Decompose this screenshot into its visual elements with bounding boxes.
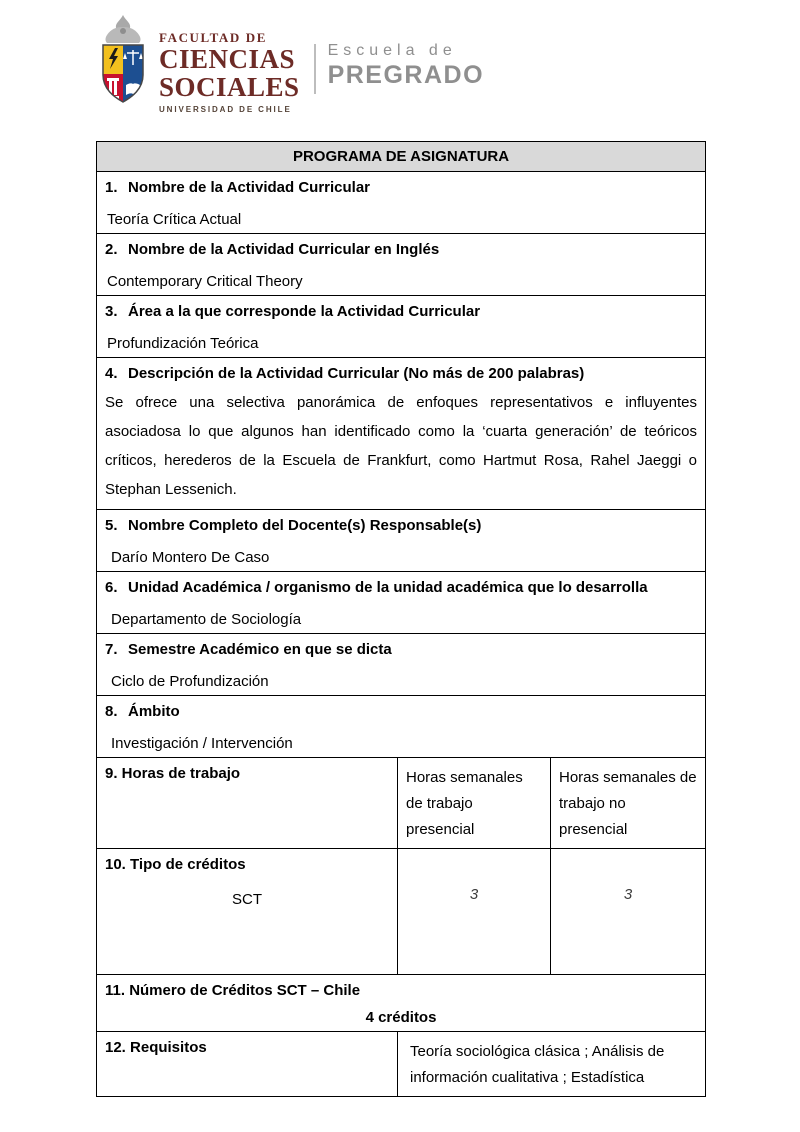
school-escuela-label: Escuela de: [327, 42, 457, 59]
institution-header: [0, 0, 800, 119]
section-7-value: Ciclo de Profundización: [111, 673, 269, 690]
section-row-6: [97, 572, 706, 634]
section-row-1: [97, 172, 706, 234]
section-5-label: 5. Nombre Completo del Docente(s) Responsable(s): [105, 517, 482, 534]
section-1-label: 1. Nombre de la Actividad Curricular: [105, 179, 371, 196]
requirements-value: Teoría sociológica clásica ; Análisis de información cualitativa ; Estadística: [410, 1043, 665, 1086]
school-wordmark: [328, 42, 484, 90]
faculty-name-line2: SOCIALES: [159, 71, 300, 102]
section-8-label: 8. Ámbito: [105, 703, 180, 720]
section-4-description: Se ofrece una selectiva panorámica de enfoques representativos e influyentes asociadosa lo que algunos han identificado como la ‘cuarta generación’ de teóricos críticos, herederos de la Escuela de Frankfurt, como Hartmut Rosa, Rahel Jaeggi o Stephan Lessenich.: [105, 394, 698, 498]
syllabus-table: [96, 141, 706, 1097]
section-7-label: 7. Semestre Académico en que se dicta: [105, 641, 392, 658]
work-hours-row: [97, 758, 706, 849]
section-4-label: 4. Descripción de la Actividad Curricular (No más de 200 palabras): [105, 365, 585, 382]
work-hours-no-presencial-header: Horas semanales de trabajo no presencial: [559, 769, 697, 838]
section-6-number: 6.: [105, 579, 118, 596]
section-row-7: [97, 634, 706, 696]
section-2-label: 2. Nombre de la Actividad Curricular en Inglés: [105, 241, 440, 258]
credits-total-label: 11. Número de Créditos SCT – Chile: [105, 982, 361, 999]
faculty-name-line1: CIENCIAS: [159, 44, 296, 74]
section-4-number: 4.: [105, 365, 118, 382]
logo-divider: [314, 44, 316, 94]
section-row-8: [97, 696, 706, 758]
faculty-de-label: FACULTAD DE: [159, 30, 268, 45]
section-3-number: 3.: [105, 303, 118, 320]
section-6-label: 6. Unidad Académica / organismo de la unidad académica que lo desarrolla: [105, 579, 648, 596]
section-3-label: 3. Área a la que corresponde la Actividad Curricular: [105, 303, 481, 320]
university-crest-icon: [96, 14, 150, 114]
faculty-wordmark: [159, 14, 300, 114]
university-crest-logo: [96, 14, 150, 119]
work-hours-label: 9. Horas de trabajo: [105, 765, 241, 782]
university-name-label: UNIVERSIDAD DE CHILE: [159, 104, 292, 114]
section-7-number: 7.: [105, 641, 118, 658]
section-row-5: [97, 510, 706, 572]
section-row-3: [97, 296, 706, 358]
section-1-value: Teoría Crítica Actual: [107, 211, 242, 228]
section-5-value: Darío Montero De Caso: [111, 549, 270, 566]
section-1-number: 1.: [105, 179, 118, 196]
credit-no-presencial-value: 3: [623, 886, 633, 903]
credit-type-label: 10. Tipo de créditos: [105, 856, 246, 873]
credit-type-row: [97, 849, 706, 975]
work-hours-presencial-header: Horas semanales de trabajo presencial: [406, 769, 523, 838]
credit-type-value: SCT: [232, 891, 262, 908]
credits-total-value: 4 créditos: [365, 1009, 437, 1026]
requirements-row: [97, 1032, 706, 1097]
section-2-number: 2.: [105, 241, 118, 258]
section-6-value: Departamento de Sociología: [111, 611, 302, 628]
section-row-2: [97, 234, 706, 296]
credit-presencial-value: 3: [469, 886, 479, 903]
section-5-number: 5.: [105, 517, 118, 534]
section-2-value: Contemporary Critical Theory: [107, 273, 303, 290]
section-row-4: [97, 358, 706, 510]
school-pregrado-label: PREGRADO: [327, 61, 485, 89]
credits-total-row: [97, 975, 706, 1032]
section-3-value: Profundización Teórica: [107, 335, 259, 352]
document-title: PROGRAMA DE ASIGNATURA: [97, 142, 706, 172]
section-8-number: 8.: [105, 703, 118, 720]
section-8-value: Investigación / Intervención: [111, 735, 293, 752]
requirements-label: 12. Requisitos: [105, 1039, 207, 1056]
